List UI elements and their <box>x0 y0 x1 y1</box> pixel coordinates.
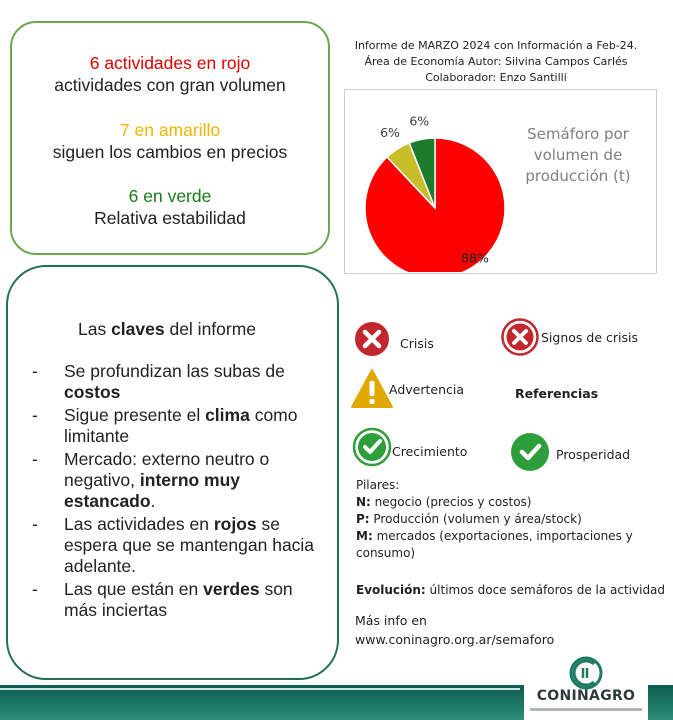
pie-slice-label: 6% <box>409 113 430 129</box>
claves-item-bold: interno muy estancado <box>64 470 241 511</box>
claves-item-text: Sigue presente el <box>64 405 206 425</box>
summary-red <box>12 52 328 96</box>
claves-title-post: del informe <box>164 319 257 339</box>
logo-mark-icon <box>566 656 606 690</box>
summary-green-desc: Relativa estabilidad <box>94 208 246 228</box>
claves-title-bold: claves <box>111 319 165 339</box>
summary-green-count: 6 en verde <box>128 186 212 206</box>
prosperidad-label: Prosperidad <box>556 447 631 462</box>
mas-info-link[interactable]: www.coninagro.org.ar/semaforo <box>355 632 555 647</box>
chart-title: Semáforo por volumen de producción (t) <box>525 125 631 185</box>
bullet-dash: - <box>32 579 38 599</box>
report-header-line1: Informe de MARZO 2024 con Información a Feb-24. <box>354 39 638 52</box>
claves-item-bold: clima <box>205 405 250 425</box>
evolucion-text: últimos doce semáforos de la actividad <box>425 583 666 597</box>
crecimiento-icon <box>352 427 394 469</box>
report-header-line3: Colaborador: Enzo Santilli <box>425 71 567 84</box>
advertencia-label: Advertencia <box>389 382 465 397</box>
signos-crisis-icon <box>501 318 541 358</box>
claves-list <box>28 361 328 623</box>
summary-red-desc: actividades con gran volumen <box>54 75 286 95</box>
summary-box <box>10 21 330 255</box>
coninagro-logo <box>524 652 648 720</box>
crisis-label: Crisis <box>400 336 434 351</box>
report-header-line2: Área de Economía Autor: Silvina Campos Carlés <box>364 55 628 68</box>
claves-item-text-end: . <box>150 491 156 511</box>
claves-item-text: Las que están en <box>64 579 204 599</box>
bullet-dash: - <box>32 449 38 469</box>
summary-red-count: 6 actividades en rojo <box>89 53 251 73</box>
pilares-title: Pilares: <box>356 478 400 492</box>
report-header <box>346 38 646 86</box>
claves-item-bold: costos <box>64 382 121 402</box>
pilar-p-text: Producción (volumen y área/stock) <box>369 512 582 526</box>
pilar-m-text: mercados (exportaciones, importaciones y consumo) <box>356 529 633 560</box>
pie-chart-frame <box>344 89 657 274</box>
pilar-p <box>356 511 656 528</box>
claves-box <box>6 265 339 680</box>
prosperidad-icon <box>510 432 552 474</box>
bullet-dash: - <box>32 405 38 425</box>
summary-green <box>12 185 328 229</box>
pilar-n <box>356 494 656 511</box>
claves-item <box>28 449 328 512</box>
claves-item-text-end: como limitante <box>64 405 298 446</box>
claves-item <box>28 514 328 577</box>
logo-name: CONINAGRO <box>536 688 636 704</box>
evolucion-key: Evolución: <box>356 583 426 597</box>
claves-item-text-end: se espera que se mantengan hacia adelante. <box>64 514 315 576</box>
pie-chart <box>351 92 511 272</box>
claves-item-text: Las actividades en <box>64 514 214 534</box>
logo-subtitle-line <box>530 708 642 711</box>
footer-line <box>0 688 520 690</box>
pilar-p-key: P: <box>356 512 370 526</box>
claves-item-text: Se profundizan las subas de <box>64 361 285 381</box>
summary-yellow-count: 7 en amarillo <box>119 120 221 140</box>
evolucion-note <box>356 583 665 597</box>
claves-item-bold: verdes <box>203 579 260 599</box>
mas-info <box>355 611 554 649</box>
claves-item <box>28 361 328 403</box>
pie-slice-label: 88% <box>461 250 489 266</box>
mas-info-label: Más info en <box>355 613 427 628</box>
crisis-icon <box>354 321 394 361</box>
claves-item-text: Mercado: externo neutro o negativo, <box>64 449 270 490</box>
claves-title <box>78 319 256 340</box>
pilar-n-key: N: <box>356 495 371 509</box>
referencias-label: Referencias <box>515 386 599 401</box>
claves-item-bold: rojos <box>213 514 257 534</box>
claves-title-pre: Las <box>78 319 112 339</box>
bullet-dash: - <box>32 361 38 381</box>
summary-yellow-desc: siguen los cambios en precios <box>52 142 288 162</box>
claves-item <box>28 405 328 447</box>
crecimiento-label: Crecimiento <box>392 444 468 459</box>
bullet-dash: - <box>32 514 38 534</box>
claves-item-text-end: son más inciertas <box>64 579 293 620</box>
pilar-m <box>356 528 656 562</box>
pilar-m-key: M: <box>356 529 373 543</box>
signos-crisis-label: Signos de crisis <box>541 330 638 345</box>
claves-item <box>28 579 328 621</box>
pie-slice-label: 6% <box>380 125 400 141</box>
summary-yellow <box>12 119 328 163</box>
pilar-n-text: negocio (precios y costos) <box>370 495 532 509</box>
pilares-section <box>356 477 656 562</box>
